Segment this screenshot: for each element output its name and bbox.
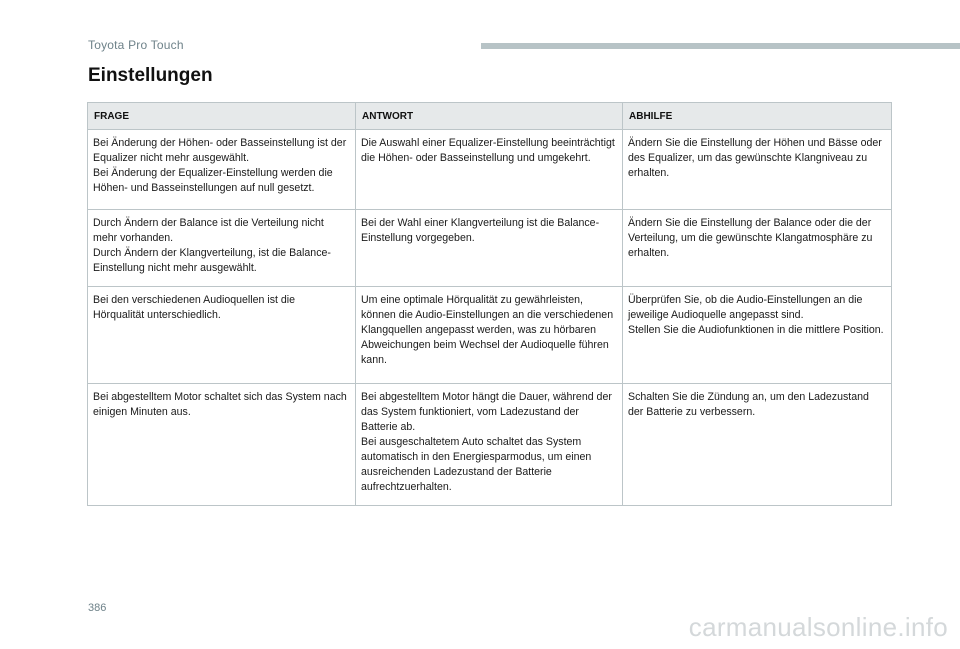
cell-abhilfe [623, 384, 892, 506]
cell-text: Bei der Wahl einer Klangverteilung ist die Balance-Einstellung vorgegeben. [361, 217, 600, 244]
table-row [88, 130, 892, 210]
cell-text: Schalten Sie die Zündung an, um den Ladezustand der Batterie zu verbessern. [628, 391, 869, 418]
cell-text: Bei Änderung der Höhen- oder Basseinstellung ist der Equalizer nicht mehr ausgewählt. [93, 137, 347, 164]
cell-text: Die Auswahl einer Equalizer-Einstellung beeinträchtigt die Höhen- oder Basseinstellung und umgekehrt. [361, 137, 615, 164]
table-row [88, 210, 892, 287]
cell-text: Ändern Sie die Einstellung der Höhen und Bässe oder des Equalizer, um das gewünschte Klangniveau zu erhalten. [628, 137, 882, 179]
table-row [88, 384, 892, 506]
cell-frage [88, 384, 356, 506]
cell-antwort [356, 130, 623, 210]
column-header-antwort: ANTWORT [356, 103, 623, 130]
cell-antwort [356, 210, 623, 287]
watermark: carmanualsonline.info [688, 612, 948, 642]
cell-antwort [356, 287, 623, 384]
page-number: 386 [88, 602, 107, 614]
header-title: Toyota Pro Touch [88, 38, 184, 52]
cell-text: Bei abgestelltem Motor hängt die Dauer, während der das System funktioniert, vom Ladezustand der Batterie ab. [361, 391, 612, 433]
cell-abhilfe [623, 130, 892, 210]
table-header-row [88, 103, 892, 130]
cell-frage [88, 130, 356, 210]
cell-text: Bei abgestelltem Motor schaltet sich das System nach einigen Minuten aus. [93, 391, 347, 418]
cell-text: Durch Ändern der Klangverteilung, ist die Balance-Einstellung nicht mehr ausgewählt. [93, 247, 331, 274]
table-row [88, 287, 892, 384]
cell-text: Um eine optimale Hörqualität zu gewährleisten, können die Audio-Einstellungen an die verschiedenen Klangquellen angepasst werden, was zu hörbaren Abweichungen beim Wechsel der Audioquelle führen kann. [361, 294, 614, 366]
cell-frage [88, 287, 356, 384]
column-header-frage: FRAGE [88, 103, 356, 130]
page-heading: Einstellungen [88, 65, 213, 86]
column-header-abhilfe: ABHILFE [623, 103, 892, 130]
cell-text: Überprüfen Sie, ob die Audio-Einstellungen an die jeweilige Audioquelle angepasst sind. [628, 294, 863, 321]
cell-abhilfe [623, 210, 892, 287]
cell-frage [88, 210, 356, 287]
header-bar [481, 43, 960, 49]
cell-text: Stellen Sie die Audiofunktionen in die mittlere Position. [628, 324, 884, 336]
cell-abhilfe [623, 287, 892, 384]
cell-text: Durch Ändern der Balance ist die Verteilung nicht mehr vorhanden. [93, 217, 324, 244]
cell-antwort [356, 384, 623, 506]
cell-text: Ändern Sie die Einstellung der Balance oder die der Verteilung, um die gewünschte Klangatmosphäre zu erhalten. [628, 217, 873, 259]
cell-text: Bei Änderung der Equalizer-Einstellung werden die Höhen- und Basseinstellungen auf null gesetzt. [93, 167, 333, 194]
cell-text: Bei den verschiedenen Audioquellen ist die Hörqualität unterschiedlich. [93, 294, 296, 321]
faq-table [87, 102, 892, 506]
cell-text: Bei ausgeschaltetem Auto schaltet das System automatisch in den Energiesparmodus, um einen ausreichenden Ladezustand der Batterie aufrechtzuerhalten. [361, 436, 592, 493]
